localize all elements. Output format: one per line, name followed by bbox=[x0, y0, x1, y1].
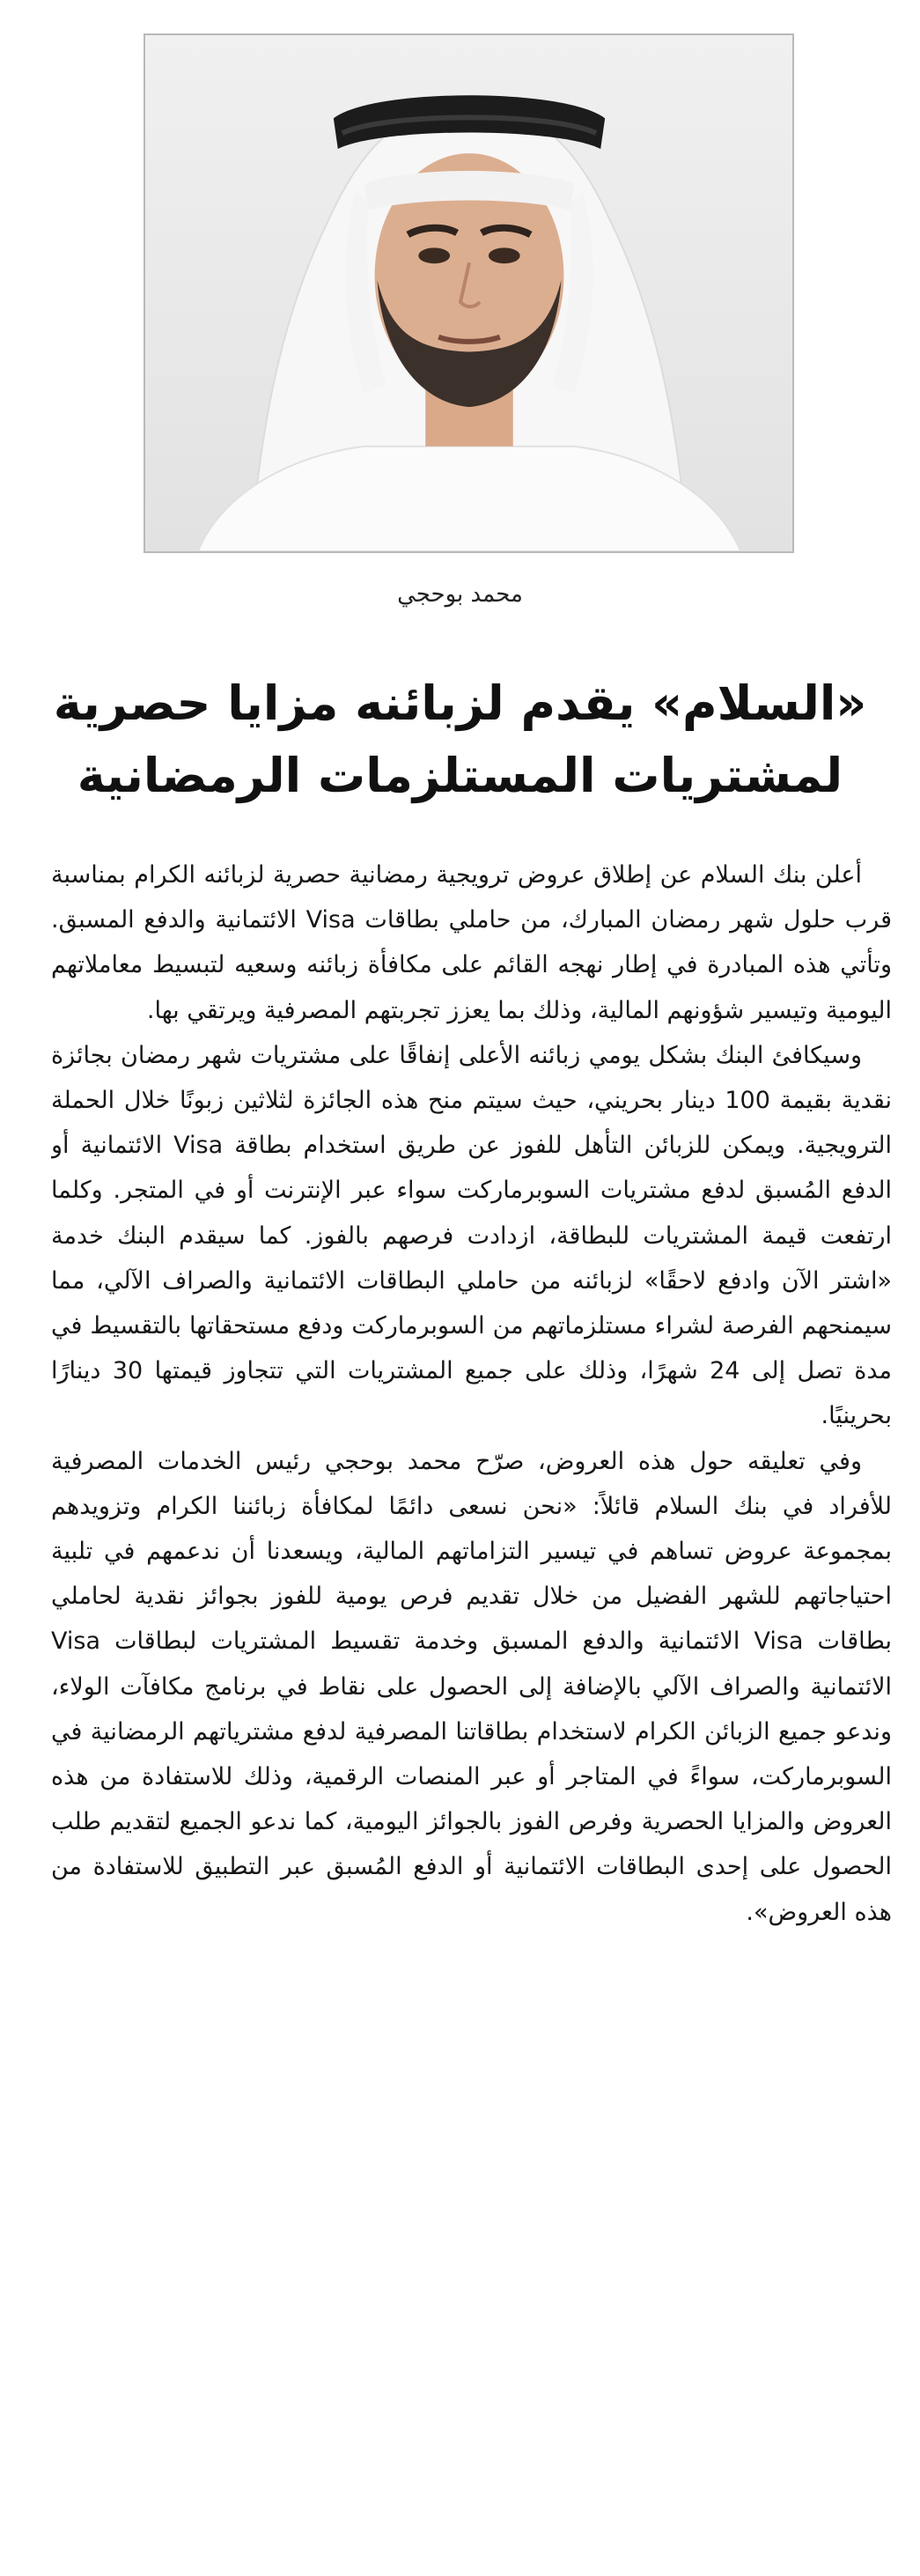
article-paragraph: أعلن بنك السلام عن إطلاق عروض ترويجية رمضانية حصرية لزبائنه الكرام بمناسبة قرب حلول شهر رمضان المبارك، من حاملي بطاقات Visa الائتمانية والدفع المسبق. وتأتي هذه المبادرة في إطار نهجه القائم على مكافأة زبائنه وسعيه لتبسيط معاملاتهم اليومية وتيسير شؤونهم المالية، وذلك بما يعزز تجربتهم المصرفية ويرتقي بها. bbox=[51, 861, 892, 1024]
article-body bbox=[51, 853, 892, 2565]
headline-line-1: «السلام» يقدم لزبائنه مزايا حصرية bbox=[53, 675, 867, 731]
photo-caption: محمد بوحجي bbox=[397, 581, 523, 608]
portrait-illustration bbox=[145, 35, 792, 551]
article-paragraph: وسيكافئ البنك بشكل يومي زبائنه الأعلى إنفاقًا على مشتريات شهر رمضان بجائزة نقدية بقيمة 100 دينار بحريني، حيث سيتم منح هذه الجائزة لثلاثين زبونًا خلال الحملة الترويجية. ويمكن للزبائن التأهل للفوز عن طريق استخدام بطاقة Visa الائتمانية أو الدفع المُسبق لدفع مشتريات السوبرماركت سواء عبر الإنترنت أو في المتجر. وكلما ارتفعت قيمة المشتريات للبطاقة، ازدادت فرصهم بالفوز. كما سيقدم البنك خدمة «اشتر الآن وادفع لاحقًا» لزبائنه من حاملي البطاقات الائتمانية والصراف الآلي، مما سيمنحهم الفرصة لشراء مستلزماتهم من السوبرماركت ودفع مستحقاتها بالتقسيط في مدة تصل إلى 24 شهرًا، وذلك على جميع المشتريات التي تتجاوز قيمتها 30 دينارًا بحرينيًا. bbox=[51, 1041, 892, 1430]
headline-line-2: لمشتريات المستلزمات الرمضانية bbox=[77, 748, 843, 803]
headline bbox=[35, 668, 885, 812]
article-paragraph: وفي تعليقه حول هذه العروض، صرّح محمد بوحجي رئيس الخدمات المصرفية للأفراد في بنك السلام قائلاً: «نحن نسعى دائمًا لمكافأة زبائننا الكرام وتزويدهم بمجموعة عروض تساهم في تيسير التزاماتهم المالية، ويسعدنا أن ندعمهم في تلبية احتياجاتهم للشهر الفضيل من خلال تقديم فرص يومية للفوز بجوائز نقدية لحاملي بطاقات Visa الائتمانية والدفع المسبق وخدمة تقسيط المشتريات لبطاقات Visa الائتمانية والصراف الآلي بالإضافة إلى الحصول على نقاط في برنامج مكافآت الولاء، وندعو جميع الزبائن الكرام لاستخدام بطاقاتنا المصرفية لدفع مشترياتهم الرمضانية في السوبرماركت، سواءً في المتاجر أو عبر المنصات الرقمية، وذلك للاستفادة من هذه العروض والمزايا الحصرية وفرص الفوز بالجوائز اليومية، كما ندعو الجميع لتقديم طلب الحصول على إحدى البطاقات الائتمانية أو الدفع المُسبق عبر التطبيق للاستفادة من هذه العروض». bbox=[51, 1447, 892, 1926]
portrait-photo bbox=[144, 33, 794, 553]
